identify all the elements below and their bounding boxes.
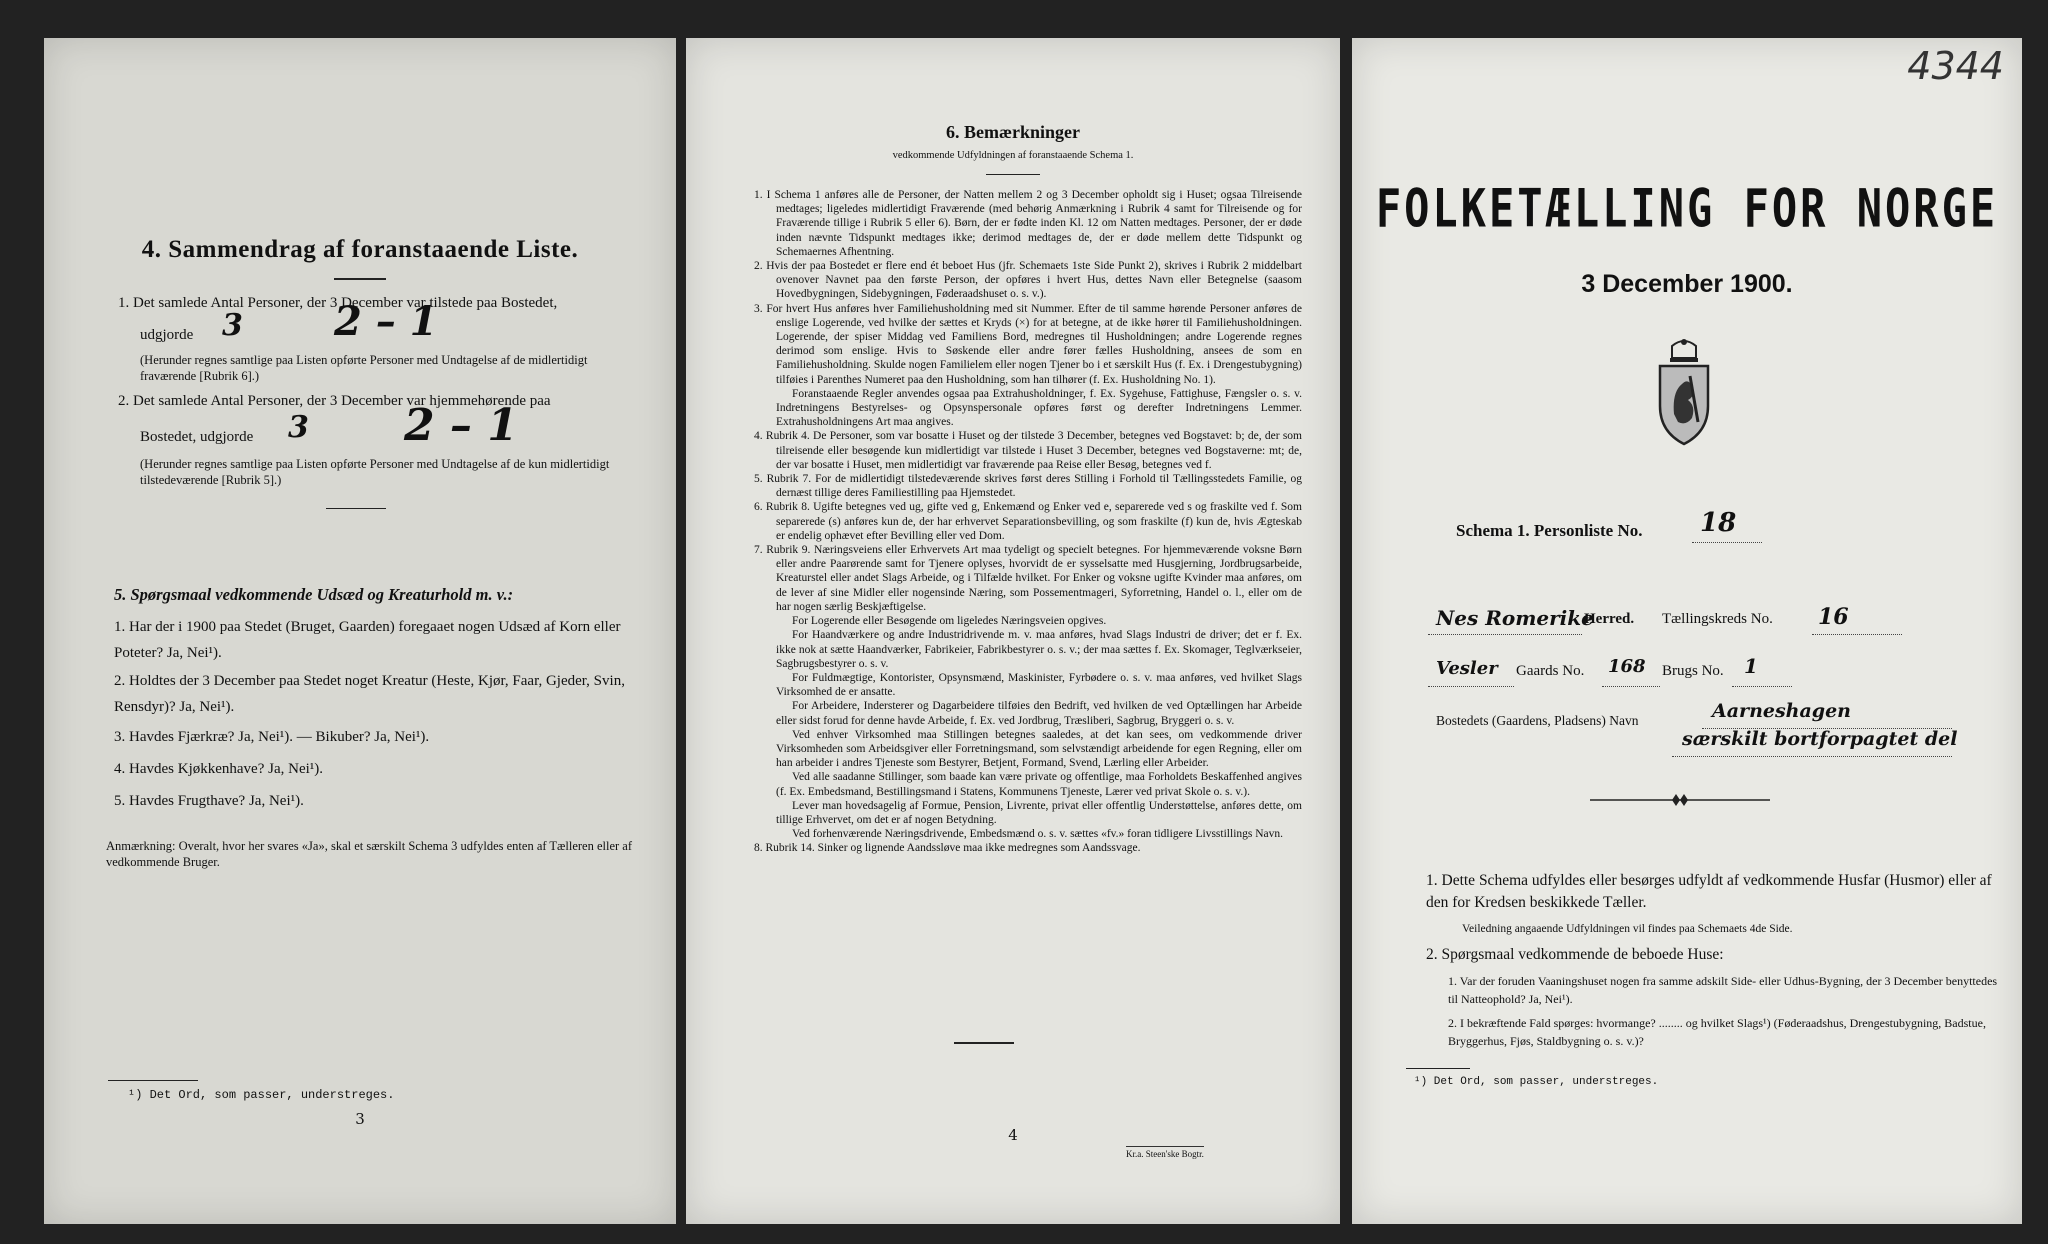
brugs-label: Brugs No. — [1662, 663, 1724, 679]
remark-item: 5. Rubrik 7. For de midlertidigt tilstedeværende skrives først deres Stilling i Forhold til Tællingsstedets Familie, og dernæst tillige deres Familiestilling paa Hjemstedet. — [754, 473, 1302, 500]
brugs-line — [1732, 686, 1792, 687]
remark-item: For Haandværkere og andre Industridrivende m. v. maa anføres, hvad Slags Industri de driver; det er f. Ex. ikke nok at sætte Haandværker, Fabrikeier, Fabrikbestyrer o. s. v.; der maa sættes f. Ex. Skomager, Teglværkseier, Sagbrugsbestyrer o. s. v. — [776, 629, 1302, 670]
q2-label: Bostedet, udgjorde — [140, 429, 254, 445]
bosted-value-1: Aarneshagen — [1712, 700, 1851, 722]
remark-item: Ved alle saadanne Stillinger, som baade kan være private og offentlige, maa Forholdets Beskaffenhed angives (f. Ex. Embedsmand, Bestillingsmand i Statens, Kommunens Tjeneste, Lærer ved privat Skole o. s. v.). — [776, 771, 1302, 798]
bosted-line-1 — [1702, 728, 1952, 729]
remark-item: Lever man hovedsagelig af Formue, Pension, Livrente, privat eller offentlig Understøttelse, anføres dette, om tillige Erhvervet, om det er af nogen Betydning. — [776, 799, 1302, 826]
info-1: 1. Dette Schema udfyldes eller besørges udfyldt af vedkommende Husfar (Husmor) eller af den for Kredsen beskikkede Tæller. — [1426, 872, 1992, 911]
info-1-sub: Veiledning angaaende Udfyldningen vil findes paa Schemaets 4de Side. — [1462, 923, 1793, 935]
remarks-title: 6. Bemærkninger — [946, 122, 1080, 142]
q5-3: 3. Havdes Fjærkræ? Ja, Nei¹). — Bikuber? Ja, Nei¹). — [114, 729, 430, 745]
remark-item: 2. Hvis der paa Bostedet er flere end ét beboet Hus (jfr. Schemaets 1ste Side Punkt 2), skrives i Rubrik 2 middelbart ovenover Navnet paa den første Person, der opføres i hvert Hus, dettes Navn eller Betegnelse (saasom Hovedbygningen, Sidebygningen, Føderaadshuset o. s. v.). — [754, 260, 1302, 301]
q1-note: (Herunder regnes samtlige paa Listen opførte Personer med Undtagelse af de midlertidigt fraværende [Rubrik 6].) — [140, 353, 588, 383]
section4-title: 4. Sammendrag af foranstaaende Liste. — [141, 236, 579, 263]
left-page — [44, 38, 676, 1224]
remark-item: For Logerende eller Besøgende om ligeledes Næringsveien opgives. — [792, 615, 1107, 628]
archive-number: 4344 — [1907, 44, 2004, 88]
printer-mark: Kr.a. Steen'ske Bogtr. — [1126, 1146, 1204, 1159]
gaard-value: Vesler — [1436, 658, 1498, 679]
info-2-1: 1. Var der foruden Vaaningshuset nogen fra samme adskilt Side- eller Udhus-Bygning, der 3 December benyttedes til Natteophold? Ja, Nei¹). — [1448, 974, 1998, 1006]
q1-text: 1. Det samlede Antal Personer, der 3 December var tilstede paa Bostedet, — [118, 295, 558, 311]
schema-label: Schema 1. Personliste No. — [1456, 521, 1643, 540]
divider — [986, 174, 1040, 175]
remarks-subtitle: vedkommende Udfyldningen af foranstaaende Schema 1. — [892, 150, 1134, 161]
remark-item: Foranstaaende Regler anvendes ogsaa paa Extrahusholdninger, f. Ex. Sygehuse, Fattighuse, Fængsler o. s. v. Indretningens Bestyrelses- og Opsynspersonale opføres først og derefter Indretningens Lemmer. Extrahusholdningens Art maa angives. — [776, 387, 1302, 429]
krets-label: Tællingskreds No. — [1662, 611, 1773, 627]
footnote: ¹) Det Ord, som passer, understreges. — [1414, 1076, 1659, 1088]
krets-value: 16 — [1818, 604, 1849, 630]
remark-item: For Fuldmægtige, Kontorister, Opsynsmænd, Maskinister, Fyrbødere o. s. v. maa anføres, ved hvilket Slags Virksomhed de er ansatte. — [776, 671, 1302, 699]
divider — [326, 508, 386, 509]
remark-item: Ved enhver Virksomhed maa Stillingen betegnes saaledes, at det kan sees, om vedkommende driver Virksomheden som Arbeidsgiver eller Forretningsmand, som selvstændigt arbeidende for egen Regning, eller om han arbeider i andres Tjeneste som Bestyrer, Betjent, Formand, Svend, Lærling eller Arbeider. — [776, 728, 1302, 770]
remark-item: 3. For hvert Hus anføres hver Familiehusholdning med sit Nummer. Efter de til samme hørende Personer anføres de enslige Logerende, ved hvilke der sættes et Kryds (×) for at betegne, at de ikke hører til Familiehusholdningen. Logerende, der spiser Middag ved Familiens Bord, medregnes til Husholdningen; andre Logerende regnes derimod som enslige. Hvis to Søskende eller andre fører fælles Husholdning, ansees de som en Familiehusholdning. Skulde nogen Familielem eller nogen Tjener bo i et særskilt Hus (f. Ex. i Drengestubygning) tilføies i Parenthes Numeret paa den Husholdning, som han tilhører (f. Ex. Husholdning No. 1). — [754, 302, 1302, 386]
remark: Anmærkning: Overalt, hvor her svares «Ja», skal et særskilt Schema 3 udfyldes enten af Tælleren eller af vedkommende Bruger. — [106, 839, 633, 869]
remark-item: Ved forhenværende Næringsdrivende, Embedsmænd o. s. v. sættes «fv.» foran tidligere Livsstillings Navn. — [792, 828, 1284, 841]
remarks-list — [754, 188, 1302, 856]
divider — [334, 278, 386, 280]
gaard-no: 168 — [1608, 656, 1646, 677]
q1-handwriting: 2 – 1 — [334, 298, 438, 345]
schema-value: 18 — [1700, 508, 1737, 538]
q1-value: 3 — [222, 308, 243, 343]
coat-of-arms-icon — [1652, 336, 1716, 448]
census-date: 3 December 1900. — [1581, 270, 1793, 298]
footnote: ¹) Det Ord, som passer, understreges. — [128, 1088, 395, 1102]
schema-line — [1692, 542, 1762, 543]
gaard-no-line — [1602, 686, 1660, 687]
info-2-2: 2. I bekræftende Fald spørges: hvormange? ........ og hvilket Slags¹) (Føderaadshus, Drengestubygning, Badstue, Bryggerhus, Fjøs, Staldbygning o. s. v.)? — [1448, 1016, 1986, 1048]
bosted-line-2 — [1672, 756, 1952, 757]
herred-line — [1428, 634, 1582, 635]
remark-item: 7. Rubrik 9. Næringsveiens eller Erhvervets Art maa tydeligt og specielt betegnes. For hjemmeværende voksne Børn eller andre Paarørende samt for Tjenere oplyses, hvorvidt de er sysselsatte med Husgjerning, Jordbrugsarbeide, Kreaturstel eller andet Slags Arbeide, og i Tilfælde hvilket. For Enker og voksne ugifte Kvinder maa anføres, om de lever af sine Midler eller nogensinde Næring, som Possementmageri, Syforretning, Handel o. l., eller om de har nogen særlig Beskjæftigelse. — [754, 544, 1302, 613]
middle-page — [686, 38, 1340, 1224]
herred-label: Herred. — [1584, 611, 1635, 627]
bosted-value-2: særskilt bortforpagtet del — [1682, 728, 1958, 750]
q2-value: 3 — [288, 410, 309, 445]
info-2: 2. Spørgsmaal vedkommende de beboede Huse: — [1426, 946, 1724, 963]
right-page — [1352, 38, 2022, 1224]
gaard-label: Gaards No. — [1516, 663, 1585, 679]
gaard-line — [1428, 686, 1514, 687]
q5-1: 1. Har der i 1900 paa Stedet (Bruget, Gaarden) foregaaet nogen Udsæd af Korn eller Poteter? Ja, Nei¹). — [114, 619, 621, 661]
section5-title: 5. Spørgsmaal vedkommende Udsæd og Kreaturhold m. v.: — [114, 585, 514, 604]
remark-item: 8. Rubrik 14. Sinker og lignende Aandssløve maa ikke medregnes som Aandssvage. — [754, 842, 1141, 855]
census-title: FOLKETÆLLING FOR NORGE — [1375, 177, 1999, 240]
remark-item: For Arbeidere, Indersterer og Dagarbeidere tilføies den Bedrift, ved hvilken de ved Optællingen har Arbeide eller sidst forud for denne havde Arbeide, f. Ex. ved Jordbrug, Træsliberi, Sagbrug, Bryggeri o. s. v. — [776, 700, 1302, 727]
page-number: 3 — [355, 1110, 365, 1128]
q5-2: 2. Holdtes der 3 December paa Stedet noget Kreatur (Heste, Kjør, Faar, Gjeder, Svin, Rensdyr)? Ja, Nei¹). — [114, 673, 625, 715]
divider — [954, 1042, 1014, 1044]
page-number: 4 — [1008, 1126, 1018, 1144]
q2-handwriting: 2 – 1 — [404, 400, 518, 451]
q2-note: (Herunder regnes samtlige paa Listen opførte Personer med Undtagelse af de kun midlertidigt tilstedeværende [Rubrik 5].) — [140, 457, 610, 487]
bosted-label: Bostedets (Gaardens, Pladsens) Navn — [1436, 713, 1639, 728]
remark-item: 1. I Schema 1 anføres alle de Personer, der Natten mellem 2 og 3 December opholdt sig i Huset; ogsaa Tilreisende medtages; ligeledes midlertidigt Fraværende (med behørig Anmærkning i Rubrik 4 samt for Tilreisende og for Fraværende tillige i Rubrik 5 eller 6). Børn, der er fødte inden Kl. 12 om Natten medtages. Personer, der er døde inden nævnte Tidspunkt medtages ikke; derimod medtages de, der er døde mellem dette Tidspunkt og Schemaernes Afhentning. — [754, 189, 1302, 258]
herred-value: Nes Romerike — [1436, 606, 1594, 630]
footnote-rule — [108, 1080, 198, 1081]
brugs-no: 1 — [1744, 654, 1758, 678]
footnote-rule — [1406, 1068, 1470, 1069]
ornament-divider-icon — [1590, 792, 1770, 808]
krets-line — [1812, 634, 1902, 635]
q1-label: udgjorde — [140, 327, 194, 343]
q5-5: 5. Havdes Frugthave? Ja, Nei¹). — [114, 793, 304, 809]
remark-item: 6. Rubrik 8. Ugifte betegnes ved ug, gifte ved g, Enkemænd og Enker ved e, separerede ved s og fraskilte ved f. Som separerede (s) anføres kun de, der har erhvervet Separationsbevilling, og som fraskilte (f) kun de, hvis Ægteskab er endelig ophævet efter Bevilling eller ved Dom. — [754, 501, 1302, 542]
q2-text: 2. Det samlede Antal Personer, der 3 December var hjemmehørende paa — [118, 393, 551, 409]
remark-item: 4. Rubrik 4. De Personer, som var bosatte i Huset og der tilstede 3 December, betegnes ved Bogstavet: b; de, der som tilreisende eller besøgende kun midlertidigt var tilstede i Huset 3 December, betegnes ved Bogstaverne: mt; de, der var bosatte i Huset, men midlertidigt var fraværende paa Reise eller Besøg, betegnes ved f. — [754, 430, 1302, 471]
q5-4: 4. Havdes Kjøkkenhave? Ja, Nei¹). — [114, 761, 324, 777]
